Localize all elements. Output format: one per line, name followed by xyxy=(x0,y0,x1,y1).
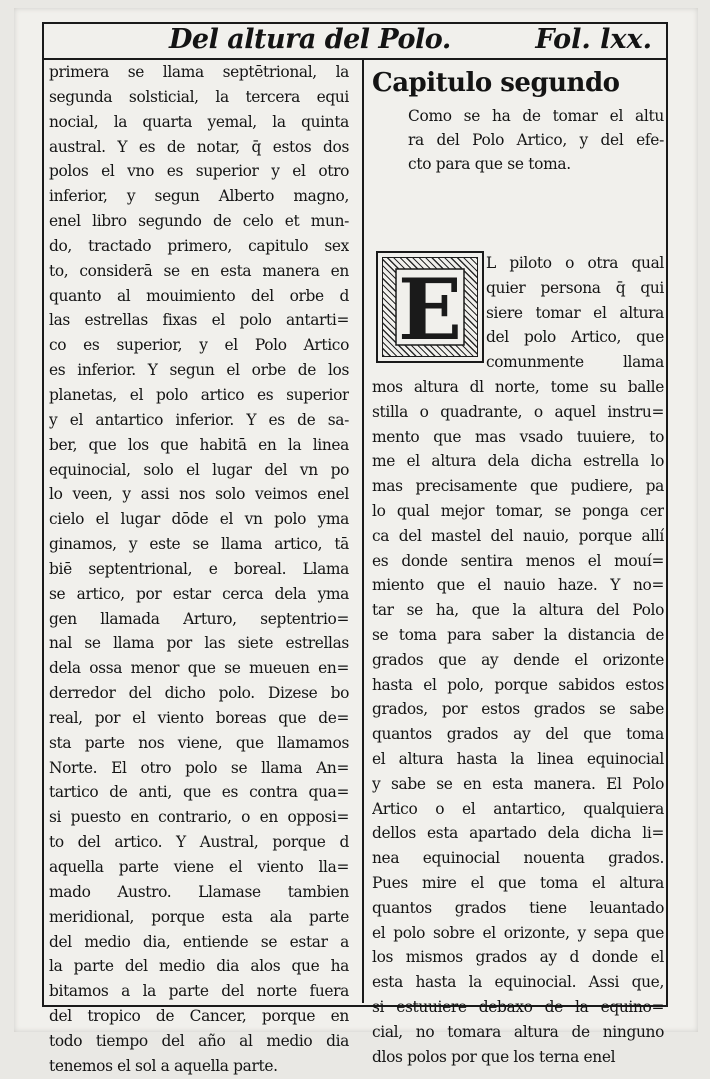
left-text-line: las estrellas fixas el polo antarti= xyxy=(49,311,349,330)
left-text-line: sta parte nos viene, que llamamos xyxy=(49,733,349,752)
right-text-line: Artico o el antartico, qualquiera xyxy=(372,799,664,818)
left-text-line: lo veen, y assi nos solo veimos enel xyxy=(49,485,349,504)
left-text-line: derredor del dicho polo. Dizese bo xyxy=(49,684,349,703)
right-text-line: se toma para saber la distancia de xyxy=(372,625,664,644)
left-text-line: dela ossa menor que se mueuen en= xyxy=(49,659,349,678)
left-text-line: se artico, por estar cerca dela yma xyxy=(49,584,349,603)
right-text-line: el polo sobre el orizonte, y sepa que xyxy=(372,923,664,942)
left-text-line: si puesto en contrario, o en opposi= xyxy=(49,808,349,827)
left-text-line: gen llamada Arturo, septentrio= xyxy=(49,609,349,628)
left-text-line: mado Austro. Llamase tambien xyxy=(49,882,349,901)
column-divider xyxy=(362,58,364,1003)
left-text-line: to del artico. Y Austral, porque d xyxy=(49,833,349,852)
left-text-line: nal se llama por las siete estrellas xyxy=(49,634,349,653)
right-text-line: Pues mire el que toma el altura xyxy=(372,873,664,892)
subtitle-line: Como se ha de tomar el altu xyxy=(408,107,664,125)
right-text-line: mento que mas vsado tuuiere, to xyxy=(372,427,664,446)
left-text-line: la parte del medio dia alos que ha xyxy=(49,957,349,976)
left-text-line: es inferior. Y segun el orbe de los xyxy=(49,361,349,380)
left-text-line: ber, que los que habitā en la linea xyxy=(49,435,349,454)
left-text-line: aquella parte viene el viento lla= xyxy=(49,858,349,876)
chapter-subtitle xyxy=(408,104,664,176)
right-text-line: hasta el polo, porque sabidos estos xyxy=(372,675,664,694)
left-text-line: Norte. El otro polo se llama An= xyxy=(49,758,349,777)
page-header xyxy=(44,24,666,60)
left-text-line: del medio dia, entiende se estar a xyxy=(49,932,349,951)
right-text-line: grados, por estos grados se sabe xyxy=(372,700,664,719)
left-column xyxy=(49,60,349,1079)
right-text-line: dellos esta apartado dela dicha li= xyxy=(372,824,664,843)
right-text-line: del polo Artico, que xyxy=(486,328,664,347)
right-text-line: stilla o quadrante, o aquel instru= xyxy=(372,402,664,421)
right-text-line: dlos polos por que los terna enel xyxy=(372,1047,616,1066)
right-text-line: siere tomar el altura xyxy=(486,303,664,322)
left-text-line: quanto al mouimiento del orbe d xyxy=(49,286,349,305)
left-text-line: enel libro segundo de celo et mun- xyxy=(49,212,349,231)
left-text-line: meridional, porque esta ala parte xyxy=(49,907,349,926)
subtitle-line: cto para que se toma. xyxy=(408,155,571,173)
left-text-line: bitamos a la parte del norte fuera xyxy=(49,982,349,1001)
left-text-line: planetas, el polo artico es superior xyxy=(49,385,349,404)
left-text-line: real, por el viento boreas que de= xyxy=(49,708,349,727)
page xyxy=(14,8,698,1075)
right-text-line: mos altura dl norte, tome su balle xyxy=(372,377,664,396)
left-text-line: equinocial, solo el lugar del vn po xyxy=(49,460,349,479)
right-text-line: si estuuiere debaxo de la equino= xyxy=(372,997,664,1016)
running-head: Del altura del Polo. xyxy=(169,24,451,55)
left-text-line: to, considerā se en esta manera en xyxy=(49,261,349,280)
right-text-line: tar se ha, que la altura del Polo xyxy=(372,601,664,620)
right-text-line: ca del mastel del nauio, porque allí xyxy=(372,526,664,545)
right-text-line: L piloto o otra qual xyxy=(486,254,664,272)
right-text-line: quier persona q̄ qui xyxy=(486,278,664,297)
chapter-title-text: Capitulo segundo xyxy=(372,68,620,98)
left-text-line: y el antartico inferior. Y es de sa- xyxy=(49,410,349,429)
right-text-line: lo qual mejor tomar, se ponga cer xyxy=(372,501,664,520)
text-frame xyxy=(42,22,668,1075)
left-text-line: primera se llama septētrional, la xyxy=(49,63,349,81)
left-text-line: del tropico de Cancer, porque en xyxy=(49,1007,349,1026)
subtitle-line: ra del Polo Artico, y del efe- xyxy=(408,131,664,149)
right-text-line: es donde sentira menos el mouí= xyxy=(372,551,664,570)
right-text-line: me el altura dela dicha estrella lo xyxy=(372,452,664,471)
left-text-line: do, tractado primero, capitulo sex xyxy=(49,236,349,255)
left-text-line: inferior, y segun Alberto magno, xyxy=(49,187,349,206)
chapter-title xyxy=(372,64,664,102)
right-text-line: quantos grados ay del que toma xyxy=(372,725,664,744)
right-text-line: mas precisamente que pudiere, pa xyxy=(372,477,664,496)
left-text-line: tenemos el sol a aquella parte. xyxy=(49,1056,278,1075)
left-text-line: cielo el lugar dōde el vn polo yma xyxy=(49,510,349,529)
right-column xyxy=(372,64,664,1066)
right-body-text xyxy=(372,251,664,1069)
right-text-line: comunmente llama xyxy=(486,353,664,372)
left-text-line: co es superior, y el Polo Artico xyxy=(49,336,349,355)
left-text-line: austral. Y es de notar, q̄ estos dos xyxy=(49,137,349,156)
folio-number: Fol. lxx. xyxy=(535,24,652,55)
left-text-line: polos el vno es superior y el otro xyxy=(49,162,349,181)
left-text-line: nocial, la quarta yemal, la quinta xyxy=(49,112,349,131)
right-text-line: nea equinocial nouenta grados. xyxy=(372,849,664,868)
left-text-line: tartico de anti, que es contra qua= xyxy=(49,783,349,802)
right-text-line: grados que ay dende el orizonte xyxy=(372,650,664,669)
right-text-line: miento que el nauio haze. Y no= xyxy=(372,576,664,595)
right-text-line: cial, no tomara altura de ninguno xyxy=(372,1022,664,1041)
left-text-line: biē septentrional, e boreal. Llama xyxy=(49,559,349,578)
right-text-line: el altura hasta la linea equinocial xyxy=(372,749,664,768)
initial-letter: E xyxy=(397,260,463,359)
right-text-line: esta hasta la equinocial. Assi que, xyxy=(372,973,664,992)
left-text-line: ginamos, y este se llama artico, tā xyxy=(49,535,349,554)
left-text-line: todo tiempo del año al medio dia xyxy=(49,1031,349,1050)
right-text-line: quantos grados tiene leuantado xyxy=(372,898,664,917)
right-text-line: los mismos grados ay d donde el xyxy=(372,948,664,967)
left-text-line: segunda solsticial, la tercera equi xyxy=(49,87,349,106)
right-text-line: y sabe se en esta manera. El Polo xyxy=(372,774,664,793)
